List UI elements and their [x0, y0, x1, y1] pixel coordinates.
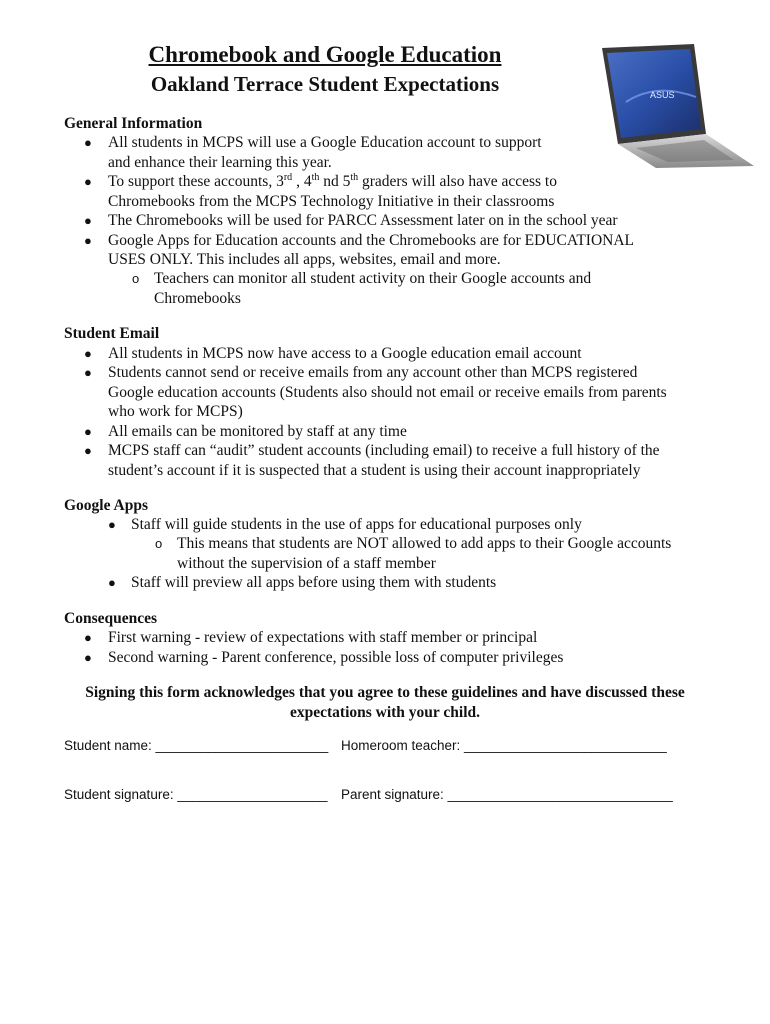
general-sub-bullet-line-1: Teachers can monitor all student activity on their Google accounts and — [154, 270, 592, 287]
acknowledgement-line-2: expectations with your child. — [289, 704, 481, 721]
google-apps-heading: Google Apps — [64, 497, 148, 514]
general-info-heading: General Information — [64, 115, 203, 132]
bullet-icon: ● — [108, 517, 116, 532]
general-sub-bullet-line-2: Chromebooks — [154, 290, 241, 307]
general-bullet-2-line-2: Chromebooks from the MCPS Technology Initiative in their classrooms — [108, 193, 555, 210]
parent-signature-field[interactable]: Parent signature: ______________________________ — [341, 787, 673, 802]
page-subtitle: Oakland Terrace Student Expectations — [150, 72, 500, 96]
bullet-icon: ● — [84, 365, 92, 380]
apps-bullet-2-line-1: Staff will preview all apps before using them with students — [131, 574, 497, 591]
email-bullet-2-line-3: who work for MCPS) — [108, 403, 243, 420]
bullet-icon: ● — [84, 346, 92, 361]
acknowledgement-line-1: Signing this form acknowledges that you agree to these guidelines and have discussed these — [85, 684, 685, 701]
bullet-icon: ● — [108, 575, 116, 590]
homeroom-teacher-field[interactable]: Homeroom teacher: ___________________________ — [341, 738, 667, 753]
general-bullet-3-line-1: The Chromebooks will be used for PARCC Assessment later on in the school year — [108, 212, 618, 229]
bullet-icon: ● — [84, 174, 92, 189]
apps-sub-bullet-line-1: This means that students are NOT allowed to add apps to their Google accounts — [177, 535, 672, 552]
bullet-icon: ● — [84, 443, 92, 458]
general-bullet-1-line-1: All students in MCPS will use a Google Education account to support — [108, 134, 542, 151]
page-title: Chromebook and Google Education — [148, 42, 502, 67]
student-email-heading: Student Email — [64, 325, 160, 342]
email-bullet-1-line-1: All students in MCPS now have access to a Google education email account — [108, 345, 582, 362]
consequences-bullet-1: First warning - review of expectations with staff member or principal — [108, 629, 538, 646]
bullet-icon: ● — [84, 135, 92, 150]
laptop-icon — [596, 42, 756, 170]
student-name-field[interactable]: Student name: _______________________ — [64, 738, 329, 753]
general-bullet-4-line-1: Google Apps for Education accounts and the Chromebooks are for EDUCATIONAL — [108, 232, 635, 249]
laptop-brand: ASUS — [650, 90, 675, 100]
email-bullet-4-line-2: student’s account if it is suspected that a student is using their account inappropriately — [108, 462, 641, 479]
bullet-icon: ● — [84, 213, 92, 228]
general-bullet-4-line-2: USES ONLY. This includes all apps, websites, email and more. — [108, 251, 501, 268]
email-bullet-4-line-1: MCPS staff can “audit” student accounts (including email) to receive a full history of the — [108, 442, 660, 459]
general-bullet-2-line-1: To support these accounts, 3rd , 4th nd 5th graders will also have access to — [108, 171, 557, 190]
bullet-icon: ● — [84, 650, 92, 665]
email-bullet-2-line-1: Students cannot send or receive emails from any account other than MCPS registered — [108, 364, 638, 381]
consequences-bullet-2: Second warning - Parent conference, possible loss of computer privileges — [108, 649, 564, 666]
bullet-icon: ● — [84, 233, 92, 248]
general-bullet-1-line-2: and enhance their learning this year. — [108, 154, 332, 171]
bullet-icon: ● — [84, 630, 92, 645]
bullet-icon: ● — [84, 424, 92, 439]
email-bullet-2-line-2: Google education accounts (Students also should not email or receive emails from parents — [108, 384, 667, 401]
apps-sub-bullet-line-2: without the supervision of a staff member — [177, 555, 436, 572]
student-signature-field[interactable]: Student signature: ____________________ — [64, 787, 328, 802]
consequences-heading: Consequences — [64, 610, 158, 627]
apps-bullet-1-line-1: Staff will guide students in the use of apps for educational purposes only — [131, 516, 582, 533]
sub-bullet-icon: o — [155, 536, 163, 551]
sub-bullet-icon: o — [132, 271, 140, 286]
email-bullet-3-line-1: All emails can be monitored by staff at any time — [108, 423, 407, 440]
